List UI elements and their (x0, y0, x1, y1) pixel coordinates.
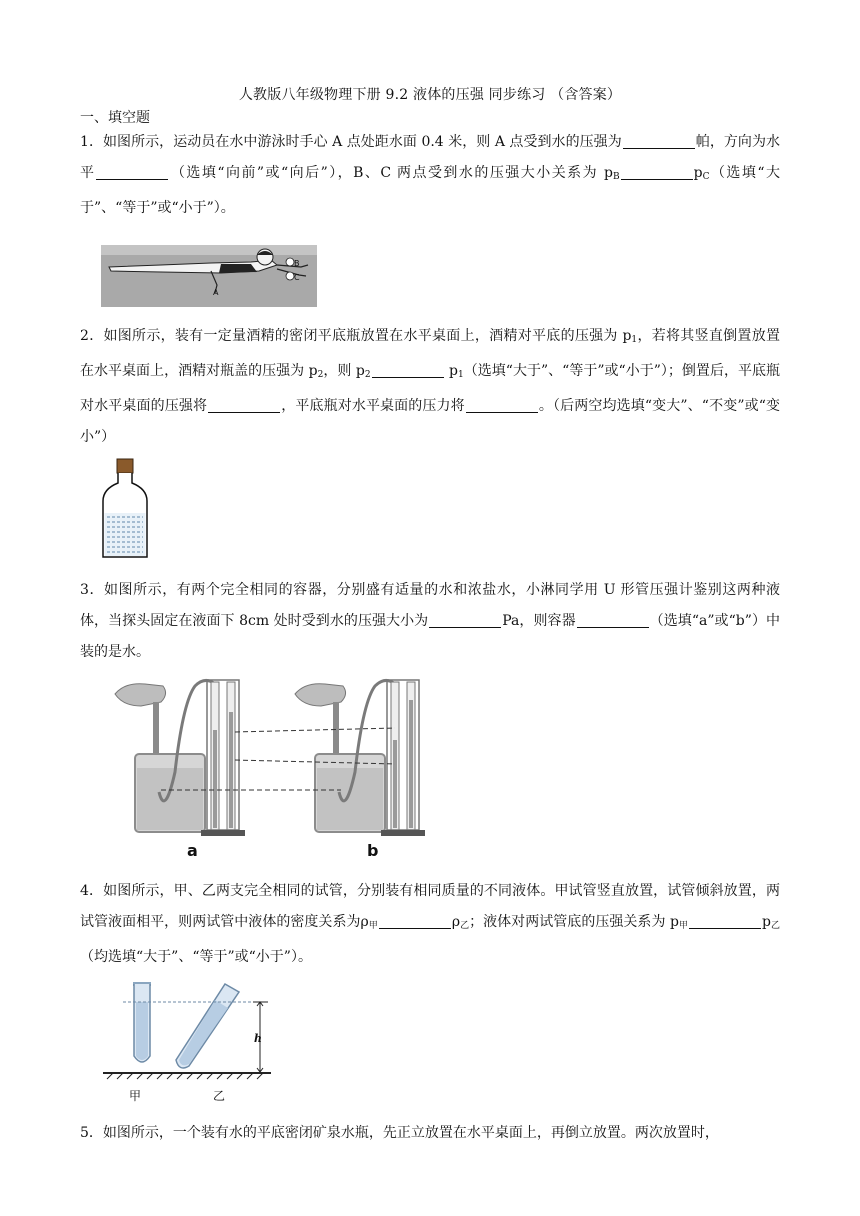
q1-sub-b: B (613, 172, 620, 182)
q2-text-7: 。（后两空均选填“变大”、“不变”或“变小”） (80, 398, 781, 445)
q2-sub-1b: 1 (458, 370, 464, 380)
label-yi: 乙 (213, 1089, 226, 1103)
q1-blank-1[interactable] (623, 132, 695, 149)
q5-text-1: 5．如图所示，一个装有水的平底密闭矿泉水瓶，先正立放置在水平桌面上，再倒立放置。两次放置时， (80, 1125, 719, 1141)
q3-text-3: （选填“a”或“b”）中装的是水。 (80, 613, 780, 660)
q1-text-1: 1．如图所示，运动员在水中游泳时手心 A 点处距水面 0.4 米，则 A 点受到水的压强为 (80, 134, 622, 150)
q2-text-1: 2．如图所示，装有一定量酒精的密闭平底瓶放置在水平桌面上，酒精对平底的压强为 p (80, 328, 632, 344)
q2-blank-2[interactable] (208, 396, 280, 413)
q1-sub-c: C (702, 172, 710, 182)
q3-blank-2[interactable] (577, 611, 649, 628)
q4-sub-yi2: 乙 (770, 921, 780, 931)
label-a: A (213, 288, 219, 297)
q1-text-3: （选填“向前”或“向后”），B、C 两点受到水的压强大小关系为 p (169, 165, 613, 181)
q2-text-2: ，若将其竖直倒置放置在水平桌面上，酒精对瓶盖的压强为 p (80, 328, 781, 379)
q4-sub-jia: 甲 (368, 921, 378, 931)
setup-a (115, 680, 245, 860)
bottle-figure (100, 457, 150, 561)
question-5 (80, 1118, 780, 1149)
page-title: 人教版八年级物理下册 9.2 液体的压强 同步练习 （含答案） (238, 87, 622, 103)
question-3 (80, 575, 780, 668)
test-tube-figure (103, 976, 283, 1106)
q4-sub-yi: 乙 (460, 921, 470, 931)
q1-text-5: （选填“大于”、“等于”或“小于”）。 (80, 165, 780, 216)
manometer-figure (105, 672, 435, 862)
q3-text-1: 3．如图所示，有两个完全相同的容器，分别盛有适量的水和浓盐水，小淋同学用 U 形管压强计鉴别这两种液体，当探头固定在液面下 8cm 处时受到水的压强大小为 (80, 582, 780, 629)
question-1 (80, 127, 780, 224)
label-jia: 甲 (129, 1089, 142, 1103)
q1-text-4: p (693, 165, 703, 181)
label-h: h (254, 1032, 262, 1045)
q2-text-4: p (444, 363, 458, 379)
q1-blank-2[interactable] (96, 163, 168, 180)
section-heading: 一、填空题 (80, 110, 150, 126)
q2-sub-1: 1 (631, 335, 638, 345)
q4-text-2: ρ (451, 914, 461, 930)
q2-text-5: （选填“大于”、“等于”或“小于”）；倒置后，平底瓶对水平桌面的压强将 (80, 363, 780, 414)
q4-sub-jia2: 甲 (678, 921, 688, 931)
label-container-a: a (187, 841, 198, 860)
swimmer-figure (101, 245, 317, 307)
label-b: B (294, 259, 300, 268)
q3-blank-1[interactable] (429, 611, 501, 628)
question-2 (80, 321, 780, 453)
q2-blank-3[interactable] (466, 396, 538, 413)
q2-text-6: ，平底瓶对水平桌面的压力将 (281, 398, 465, 414)
q2-sub-2b: 2 (364, 370, 371, 380)
q4-text-3: ；液体对两试管底的压强关系为 p (469, 914, 679, 930)
q4-blank-1[interactable] (379, 912, 451, 929)
q1-blank-3[interactable] (621, 163, 693, 180)
q4-text-1: 4．如图所示，甲、乙两支完全相同的试管，分别装有相同质量的不同液体。甲试管竖直放置，试管倾斜放置，两试管液面相平，则两试管中液体的密度关系为ρ (80, 883, 780, 930)
q1-text-2: 帕，方向为水平 (80, 134, 780, 181)
q4-text-4: p (761, 914, 771, 930)
question-4 (80, 876, 780, 973)
q4-text-5: （均选填“大于”、“等于”或“小于”）。 (80, 949, 312, 965)
setup-b (295, 680, 425, 860)
q2-text-3: ，则 p (323, 363, 365, 379)
label-c: C (294, 273, 300, 282)
label-container-b: b (367, 841, 379, 860)
q3-text-2: Pa，则容器 (502, 613, 576, 629)
q2-blank-1[interactable] (372, 361, 444, 378)
q2-sub-2a: 2 (317, 370, 324, 380)
q4-blank-2[interactable] (689, 912, 761, 929)
